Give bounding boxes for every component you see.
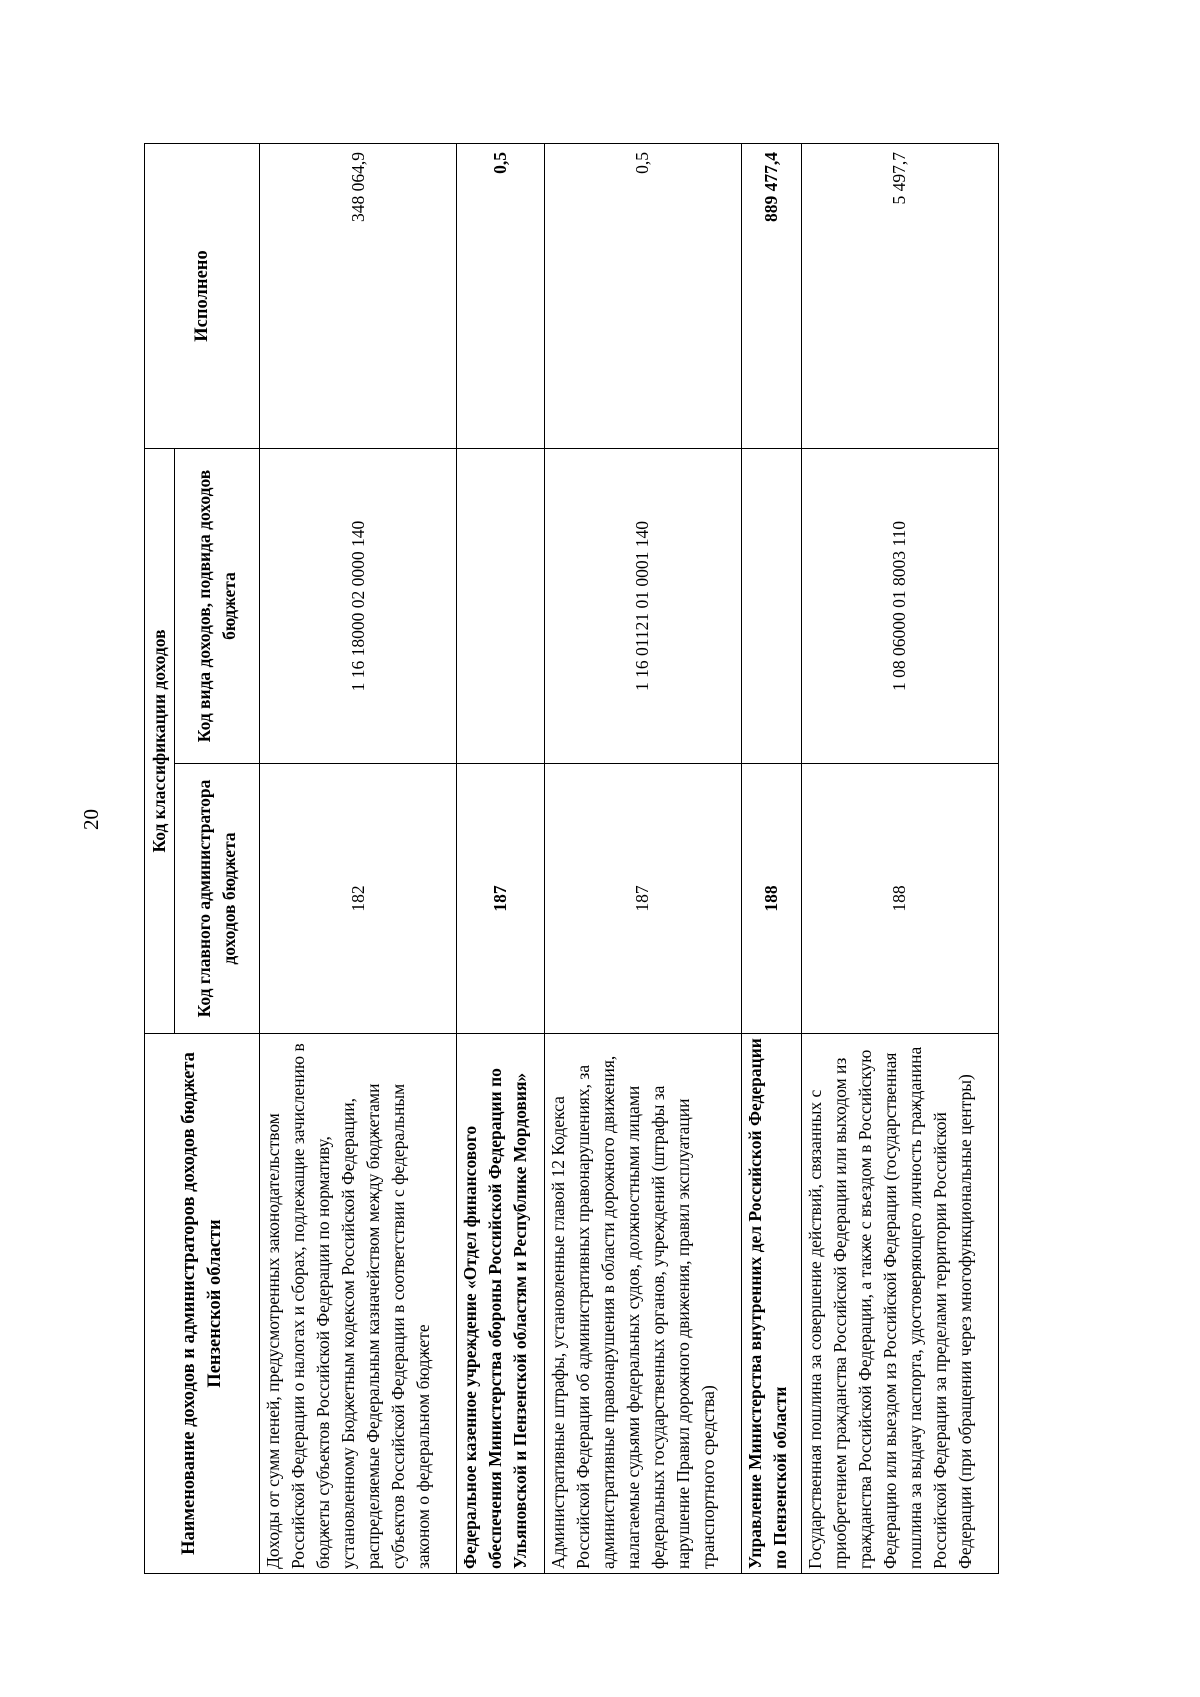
row-name: Административные штрафы, установленные главой 12 Кодекса Российской Федерации об административных правонарушениях, за административные правонарушения в области дорожного движения, налагаемые судьями федеральных судов, должностными лицами федеральных государственных органов, учреждений (штрафы за нарушение Правил дорожного движения, правил эксплуатации транспортного средства)	[544, 1034, 741, 1574]
header-executed: Исполнено	[145, 144, 260, 449]
table-row	[544, 144, 741, 1574]
row-admin-code: 188	[742, 764, 802, 1034]
row-name: Доходы от сумм пеней, предусмотренных законодательством Российской Федерации о налогах и сборах, подлежащие зачислению в бюджеты субъектов Российской Федерации по нормативу, установленному Бюджетным кодексом Российской Федерации, распределяемые Федеральным казначейством между бюджетами субъектов Российской Федерации в соответствии с федеральным законом о федеральном бюджете	[260, 1034, 457, 1574]
row-type-code	[742, 449, 802, 764]
row-name: Государственная пошлина за совершение действий, связанных с приобретением гражданства Российской Федерации или выходом из гражданства Российской Федерации, а также с въездом в Российскую Федерацию или выездом из Российской Федерации (государственная пошлина за выдачу паспорта, удостоверяющего личность гражданина Российской Федерации за пределами территории Российской Федерации (при обращении через многофункциональные центры)	[801, 1034, 998, 1574]
table-row	[457, 144, 544, 1574]
row-executed: 0,5	[457, 144, 544, 449]
row-admin-code: 187	[544, 764, 741, 1034]
row-type-code: 1 08 06000 01 8003 110	[801, 449, 998, 764]
row-type-code	[457, 449, 544, 764]
page-number: 20	[79, 809, 103, 830]
table-row	[260, 144, 457, 1574]
revenue-table	[144, 143, 999, 1574]
header-name: Наименование доходов и администраторов доходов бюджета Пензенской области	[145, 1034, 260, 1574]
header-classification-group: Код классификации доходов	[145, 449, 175, 1034]
row-executed: 0,5	[544, 144, 741, 449]
row-type-code: 1 16 01121 01 0001 140	[544, 449, 741, 764]
row-executed: 5 497,7	[801, 144, 998, 449]
row-admin-code: 188	[801, 764, 998, 1034]
row-admin-code: 182	[260, 764, 457, 1034]
header-admin-code: Код главного администратора доходов бюджета	[174, 764, 259, 1034]
row-type-code: 1 16 18000 02 0000 140	[260, 449, 457, 764]
row-executed: 348 064,9	[260, 144, 457, 449]
row-executed: 889 477,4	[742, 144, 802, 449]
header-type-code: Код вида доходов, подвида доходов бюджета	[174, 449, 259, 764]
table-row	[742, 144, 802, 1574]
row-name: Федеральное казенное учреждение «Отдел финансового обеспечения Министерства обороны Российской Федерации по Ульяновской и Пензенской областям и Республике Мордовия»	[457, 1034, 544, 1574]
row-admin-code: 187	[457, 764, 544, 1034]
rotated-sheet	[144, 144, 999, 1574]
row-name: Управление Министерства внутренних дел Российской Федерации по Пензенской области	[742, 1034, 802, 1574]
table-row	[801, 144, 998, 1574]
